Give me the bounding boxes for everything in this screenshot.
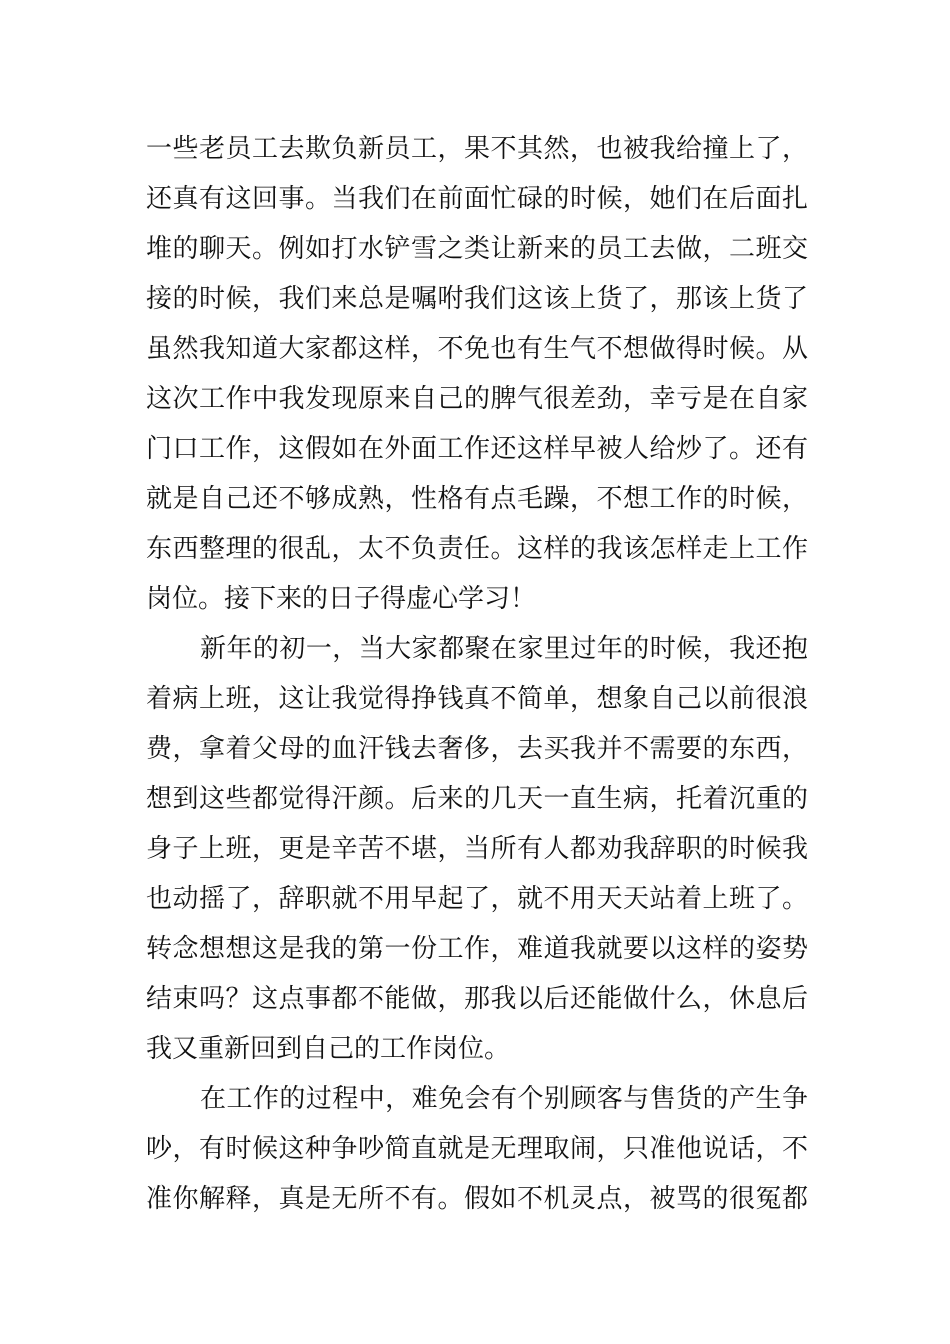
paragraph-2-line-9: 我又重新回到自己的工作岗位。 xyxy=(146,1034,511,1064)
paragraph-2-line-3: 费，拿着父母的血汗钱去奢侈，去买我并不需要的东西， xyxy=(146,734,808,764)
paragraph-3-line-1: 在工作的过程中，难免会有个别顾客与售货的产生争 xyxy=(200,1084,808,1114)
paragraph-1-line-10: 岗位。接下来的日子得虚心学习！ xyxy=(146,584,537,614)
paragraph-1-line-7: 门口工作，这假如在外面工作还这样早被人给炒了。还有 xyxy=(146,434,808,464)
paragraph-1-line-1: 一些老员工去欺负新员工，果不其然，也被我给撞上了， xyxy=(146,134,808,164)
paragraph-1-line-4: 接的时候，我们来总是嘱咐我们这该上货了，那该上货了 xyxy=(146,284,808,314)
paragraph-2-line-6: 也动摇了，辞职就不用早起了，就不用天天站着上班了。 xyxy=(146,884,808,914)
paragraph-1-line-8: 就是自己还不够成熟，性格有点毛躁，不想工作的时候， xyxy=(146,484,808,514)
paragraph-1-line-5: 虽然我知道大家都这样，不免也有生气不想做得时候。从 xyxy=(146,334,808,364)
paragraph-2-line-7: 转念想想这是我的第一份工作，难道我就要以这样的姿势 xyxy=(146,934,808,964)
paragraph-1-line-9: 东西整理的很乱，太不负责任。这样的我该怎样走上工作 xyxy=(146,534,808,564)
paragraph-1-line-2: 还真有这回事。当我们在前面忙碌的时候，她们在后面扎 xyxy=(146,184,808,214)
paragraph-3-line-3: 准你解释，真是无所不有。假如不机灵点，被骂的很冤都 xyxy=(146,1184,808,1214)
paragraph-2-line-1: 新年的初一，当大家都聚在家里过年的时候，我还抱 xyxy=(200,634,808,664)
paragraph-2-line-5: 身子上班，更是辛苦不堪，当所有人都劝我辞职的时候我 xyxy=(146,834,808,864)
paragraph-3-line-2: 吵，有时候这种争吵简直就是无理取闹，只准他说话，不 xyxy=(146,1134,808,1164)
paragraph-2-line-2: 着病上班，这让我觉得挣钱真不简单，想象自己以前很浪 xyxy=(146,684,808,714)
paragraph-1-line-6: 这次工作中我发现原来自己的脾气很差劲，幸亏是在自家 xyxy=(146,384,808,414)
paragraph-1-line-3: 堆的聊天。例如打水铲雪之类让新来的员工去做，二班交 xyxy=(146,234,808,264)
paragraph-2-line-8: 结束吗？这点事都不能做，那我以后还能做什么，休息后 xyxy=(146,984,808,1014)
paragraph-2-line-4: 想到这些都觉得汗颜。后来的几天一直生病，托着沉重的 xyxy=(146,784,808,814)
